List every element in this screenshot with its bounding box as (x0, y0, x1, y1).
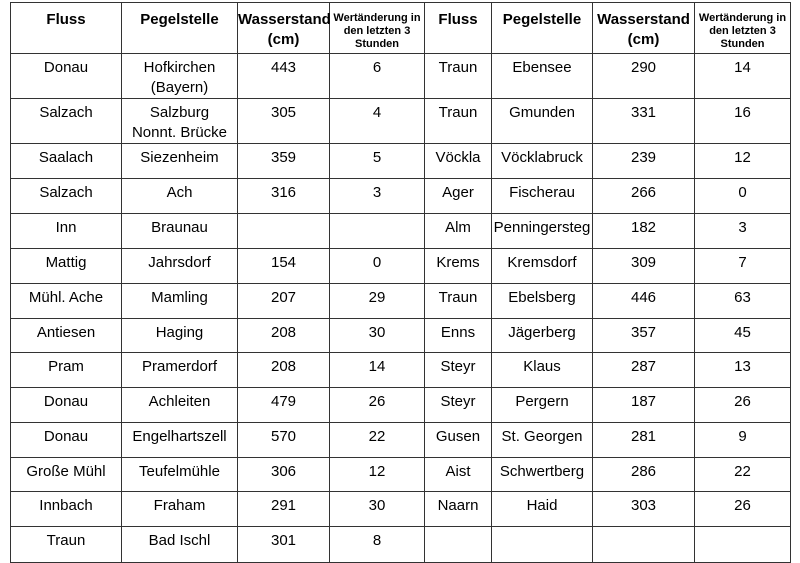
wertaenderung-cell-right: 26 (695, 492, 791, 527)
wasserstand-cell-right: 309 (593, 249, 695, 284)
pegelstelle-cell: Mamling (122, 284, 238, 319)
fluss-cell: Mattig (11, 249, 122, 284)
pegelstelle-cell-right (492, 527, 593, 563)
wertaenderung-cell-right: 22 (695, 458, 791, 492)
wertaenderung-cell-right: 16 (695, 99, 791, 144)
fluss-cell-right: Aist (425, 458, 492, 492)
pegelstelle-cell-right: St. Georgen (492, 423, 593, 458)
table-row (11, 319, 791, 353)
wertaenderung-cell-right: 13 (695, 353, 791, 388)
wertaenderung-cell: 5 (330, 144, 425, 179)
wertaenderung-cell: 14 (330, 353, 425, 388)
header-wertaenderung: Wertänderung in den letzten 3 Stunden (330, 3, 425, 54)
pegelstelle-cell: Achleiten (122, 388, 238, 423)
pegelstelle-cell-right: Penningersteg (492, 214, 593, 249)
pegelstelle-cell: Bad Ischl (122, 527, 238, 563)
wasserstand-cell: 306 (238, 458, 330, 492)
table-row (11, 284, 791, 319)
pegelstelle-cell: Hofkirchen (Bayern) (122, 54, 238, 99)
pegelstelle-cell-right: Ebelsberg (492, 284, 593, 319)
wertaenderung-cell: 3 (330, 179, 425, 214)
fluss-cell: Donau (11, 388, 122, 423)
wertaenderung-cell-right: 3 (695, 214, 791, 249)
pegelstelle-cell-right: Gmunden (492, 99, 593, 144)
wasserstand-cell: 359 (238, 144, 330, 179)
fluss-cell-right: Naarn (425, 492, 492, 527)
fluss-cell: Inn (11, 214, 122, 249)
pegelstelle-cell: Braunau (122, 214, 238, 249)
pegelstelle-cell-right: Klaus (492, 353, 593, 388)
wasserstand-cell: 443 (238, 54, 330, 99)
wertaenderung-cell: 30 (330, 492, 425, 527)
table-row (11, 99, 791, 144)
wasserstand-cell: 305 (238, 99, 330, 144)
pegelstelle-cell-right: Fischerau (492, 179, 593, 214)
fluss-cell: Traun (11, 527, 122, 563)
fluss-cell: Antiesen (11, 319, 122, 353)
wasserstand-cell-right: 266 (593, 179, 695, 214)
wertaenderung-cell-right: 63 (695, 284, 791, 319)
wertaenderung-cell-right: 26 (695, 388, 791, 423)
wertaenderung-cell: 4 (330, 99, 425, 144)
wertaenderung-cell-right: 0 (695, 179, 791, 214)
fluss-cell-right: Traun (425, 54, 492, 99)
wasserstand-cell-right: 331 (593, 99, 695, 144)
wasserstand-cell: 154 (238, 249, 330, 284)
fluss-cell-right: Krems (425, 249, 492, 284)
fluss-cell: Donau (11, 54, 122, 99)
wertaenderung-cell: 22 (330, 423, 425, 458)
fluss-cell-right: Gusen (425, 423, 492, 458)
wasserstand-cell-right: 446 (593, 284, 695, 319)
wasserstand-cell: 570 (238, 423, 330, 458)
header-fluss-right: Fluss (425, 3, 492, 54)
pegelstelle-cell: Haging (122, 319, 238, 353)
wasserstand-cell: 291 (238, 492, 330, 527)
table-row (11, 388, 791, 423)
wertaenderung-cell: 26 (330, 388, 425, 423)
header-fluss: Fluss (11, 3, 122, 54)
pegelstelle-cell-right: Vöcklabruck (492, 144, 593, 179)
header-wasserstand: Wasserstand (cm) (238, 3, 330, 54)
wertaenderung-cell: 0 (330, 249, 425, 284)
pegelstelle-cell: Ach (122, 179, 238, 214)
fluss-cell-right: Vöckla (425, 144, 492, 179)
wertaenderung-cell (330, 214, 425, 249)
table-row (11, 249, 791, 284)
pegelstelle-cell-right: Pergern (492, 388, 593, 423)
fluss-cell-right: Steyr (425, 388, 492, 423)
fluss-cell: Pram (11, 353, 122, 388)
table-row (11, 144, 791, 179)
wasserstand-cell-right: 357 (593, 319, 695, 353)
wertaenderung-cell: 30 (330, 319, 425, 353)
wasserstand-cell-right: 239 (593, 144, 695, 179)
wasserstand-cell-right: 303 (593, 492, 695, 527)
table-header-row (11, 3, 791, 54)
wasserstand-cell: 316 (238, 179, 330, 214)
pegelstelle-cell-right: Haid (492, 492, 593, 527)
wertaenderung-cell-right: 14 (695, 54, 791, 99)
fluss-cell: Innbach (11, 492, 122, 527)
header-wasserstand-right: Wasserstand (cm) (593, 3, 695, 54)
wasserstand-cell-right: 182 (593, 214, 695, 249)
table-row (11, 353, 791, 388)
header-wertaenderung-right: Wertänderung in den letzten 3 Stunden (695, 3, 791, 54)
table-row (11, 179, 791, 214)
wasserstand-cell: 208 (238, 319, 330, 353)
fluss-cell: Salzach (11, 99, 122, 144)
fluss-cell-right: Traun (425, 99, 492, 144)
fluss-cell: Große Mühl (11, 458, 122, 492)
table-row (11, 214, 791, 249)
fluss-cell: Saalach (11, 144, 122, 179)
pegelstelle-cell: Pramerdorf (122, 353, 238, 388)
fluss-cell-right: Ager (425, 179, 492, 214)
wasserstand-cell: 479 (238, 388, 330, 423)
wasserstand-cell-right: 290 (593, 54, 695, 99)
pegelstelle-cell-right: Ebensee (492, 54, 593, 99)
wasserstand-cell-right: 287 (593, 353, 695, 388)
fluss-cell-right (425, 527, 492, 563)
water-level-table (10, 2, 791, 563)
table-row (11, 458, 791, 492)
wertaenderung-cell: 29 (330, 284, 425, 319)
fluss-cell-right: Traun (425, 284, 492, 319)
table-row (11, 527, 791, 563)
pegelstelle-cell: Engelhartszell (122, 423, 238, 458)
wertaenderung-cell-right: 45 (695, 319, 791, 353)
wertaenderung-cell: 6 (330, 54, 425, 99)
wasserstand-cell-right: 281 (593, 423, 695, 458)
wertaenderung-cell-right: 7 (695, 249, 791, 284)
fluss-cell: Salzach (11, 179, 122, 214)
pegelstelle-cell: Salzburg Nonnt. Brücke (122, 99, 238, 144)
wertaenderung-cell: 12 (330, 458, 425, 492)
pegelstelle-cell-right: Jägerberg (492, 319, 593, 353)
fluss-cell-right: Alm (425, 214, 492, 249)
table-row (11, 54, 791, 99)
wasserstand-cell-right (593, 527, 695, 563)
wasserstand-cell: 301 (238, 527, 330, 563)
fluss-cell: Mühl. Ache (11, 284, 122, 319)
wasserstand-cell-right: 286 (593, 458, 695, 492)
wasserstand-cell (238, 214, 330, 249)
pegelstelle-cell-right: Schwertberg (492, 458, 593, 492)
pegelstelle-cell: Siezenheim (122, 144, 238, 179)
pegelstelle-cell: Fraham (122, 492, 238, 527)
wertaenderung-cell-right: 12 (695, 144, 791, 179)
header-pegelstelle: Pegelstelle (122, 3, 238, 54)
wertaenderung-cell: 8 (330, 527, 425, 563)
wasserstand-cell-right: 187 (593, 388, 695, 423)
pegelstelle-cell: Teufelmühle (122, 458, 238, 492)
wertaenderung-cell-right: 9 (695, 423, 791, 458)
pegelstelle-cell: Jahrsdorf (122, 249, 238, 284)
pegelstelle-cell-right: Kremsdorf (492, 249, 593, 284)
fluss-cell: Donau (11, 423, 122, 458)
table-row (11, 492, 791, 527)
wasserstand-cell: 207 (238, 284, 330, 319)
table-row (11, 423, 791, 458)
fluss-cell-right: Enns (425, 319, 492, 353)
header-pegelstelle-right: Pegelstelle (492, 3, 593, 54)
fluss-cell-right: Steyr (425, 353, 492, 388)
wertaenderung-cell-right (695, 527, 791, 563)
wasserstand-cell: 208 (238, 353, 330, 388)
